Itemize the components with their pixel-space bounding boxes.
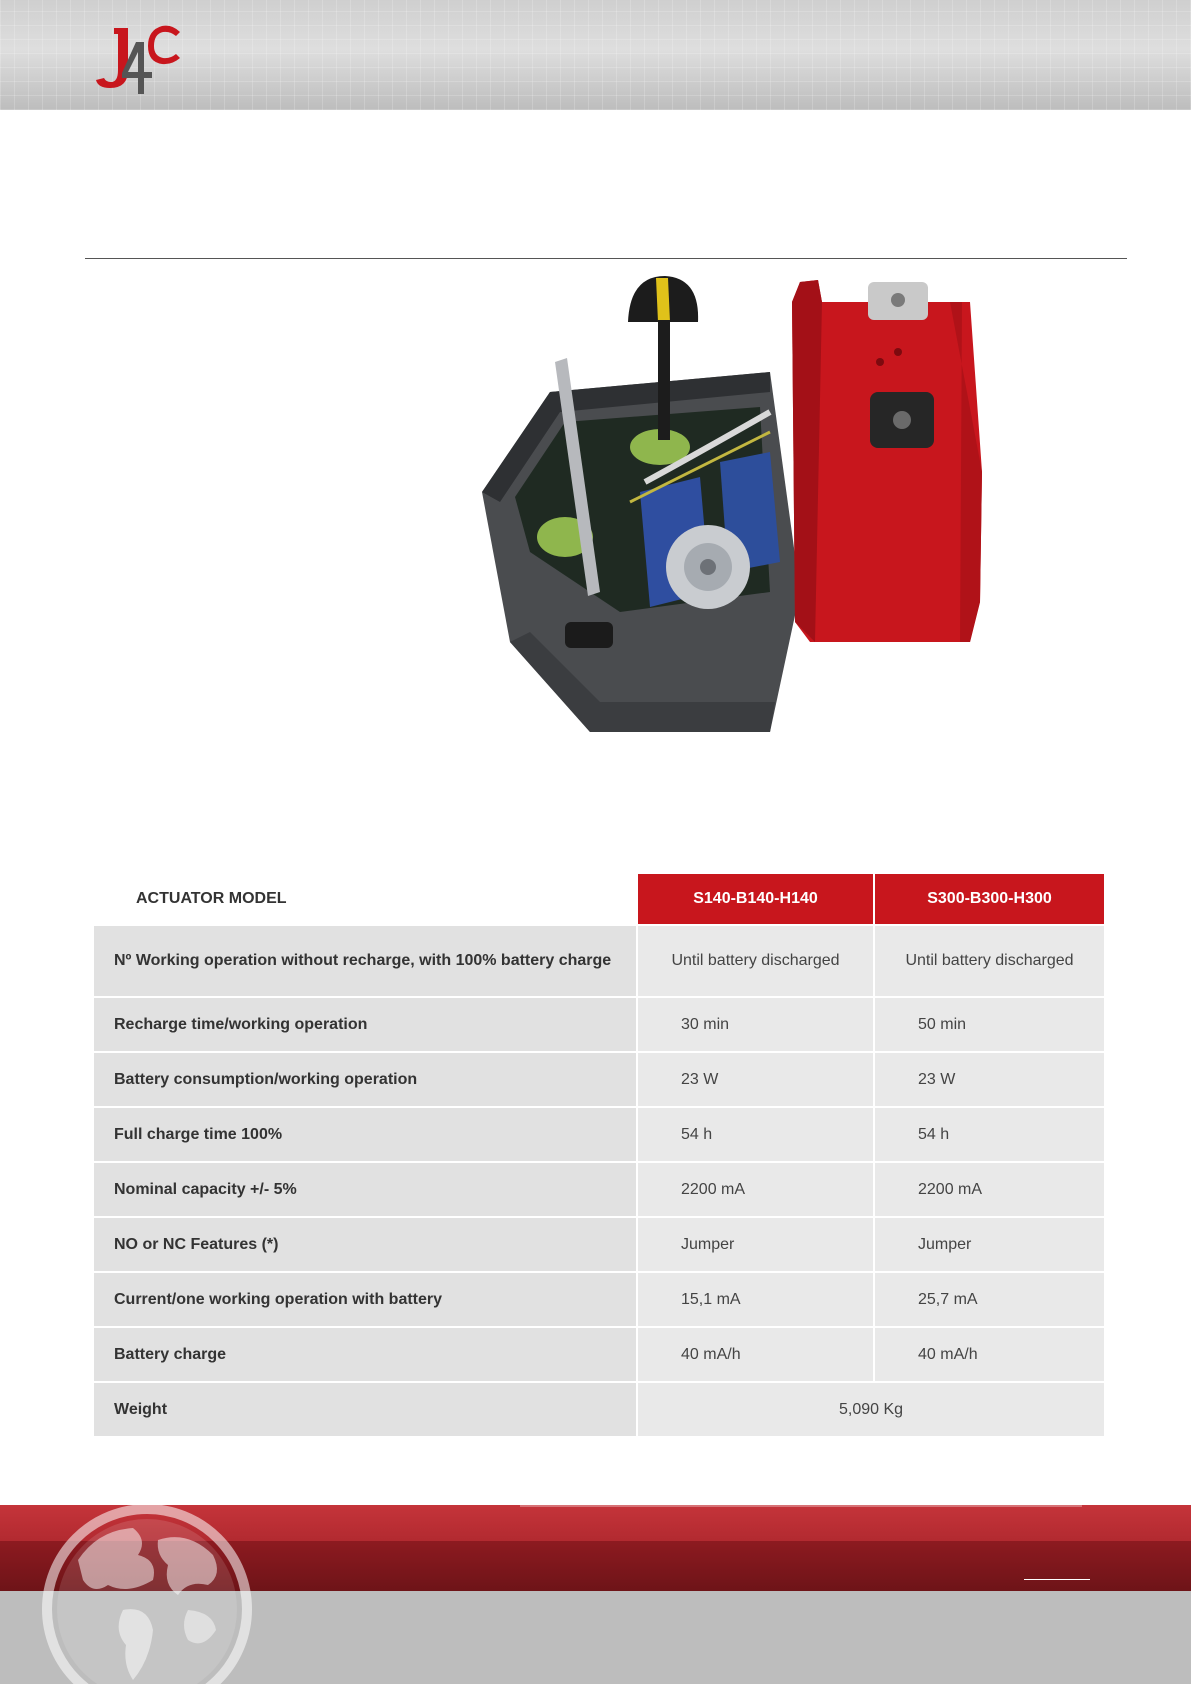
- row-label: Battery charge: [93, 1327, 637, 1382]
- footer-underline: [1024, 1579, 1090, 1580]
- globe-icon: [38, 1500, 256, 1684]
- row-value-1: 40 mA/h: [637, 1327, 874, 1382]
- row-label: Current/one working operation with battery: [93, 1272, 637, 1327]
- table-row: [93, 1327, 1105, 1382]
- model-header-1: S140-B140-H140: [637, 873, 874, 925]
- table-row: [93, 1272, 1105, 1327]
- row-value-1: 15,1 mA: [637, 1272, 874, 1327]
- model-header-2: S300-B300-H300: [874, 873, 1105, 925]
- row-label: NO or NC Features (*): [93, 1217, 637, 1272]
- row-value-1: 54 h: [637, 1107, 874, 1162]
- j4c-logo: [92, 22, 188, 94]
- table-row: [93, 1162, 1105, 1217]
- weight-label: Weight: [93, 1382, 637, 1437]
- table-row: [93, 1217, 1105, 1272]
- row-value-2: 40 mA/h: [874, 1327, 1105, 1382]
- row-label: Nº Working operation without recharge, with 100% battery charge: [93, 925, 637, 997]
- row-value-1: Until battery discharged: [637, 925, 874, 997]
- title-divider: [85, 258, 1127, 259]
- actuator-model-header: ACTUATOR MODEL: [93, 873, 637, 925]
- table-row: [93, 1107, 1105, 1162]
- page-header: [0, 0, 1191, 110]
- row-value-2: 23 W: [874, 1052, 1105, 1107]
- row-value-2: 25,7 mA: [874, 1272, 1105, 1327]
- row-value-1: 30 min: [637, 997, 874, 1052]
- row-value-2: 54 h: [874, 1107, 1105, 1162]
- spec-table: [92, 872, 1106, 1438]
- row-label: Battery consumption/working operation: [93, 1052, 637, 1107]
- row-label: Recharge time/working operation: [93, 997, 637, 1052]
- row-value-1: 23 W: [637, 1052, 874, 1107]
- row-value-1: Jumper: [637, 1217, 874, 1272]
- row-value-1: 2200 mA: [637, 1162, 874, 1217]
- row-value-2: 50 min: [874, 997, 1105, 1052]
- weight-row: [93, 1382, 1105, 1437]
- row-value-2: Until battery discharged: [874, 925, 1105, 997]
- row-label: Nominal capacity +/- 5%: [93, 1162, 637, 1217]
- actuator-photo: [470, 262, 1020, 748]
- row-label: Full charge time 100%: [93, 1107, 637, 1162]
- footer-highlight: [520, 1505, 1082, 1507]
- weight-value: 5,090 Kg: [637, 1382, 1105, 1437]
- table-row: [93, 1052, 1105, 1107]
- table-row: [93, 925, 1105, 997]
- row-value-2: 2200 mA: [874, 1162, 1105, 1217]
- table-header-row: [93, 873, 1105, 925]
- table-row: [93, 997, 1105, 1052]
- row-value-2: Jumper: [874, 1217, 1105, 1272]
